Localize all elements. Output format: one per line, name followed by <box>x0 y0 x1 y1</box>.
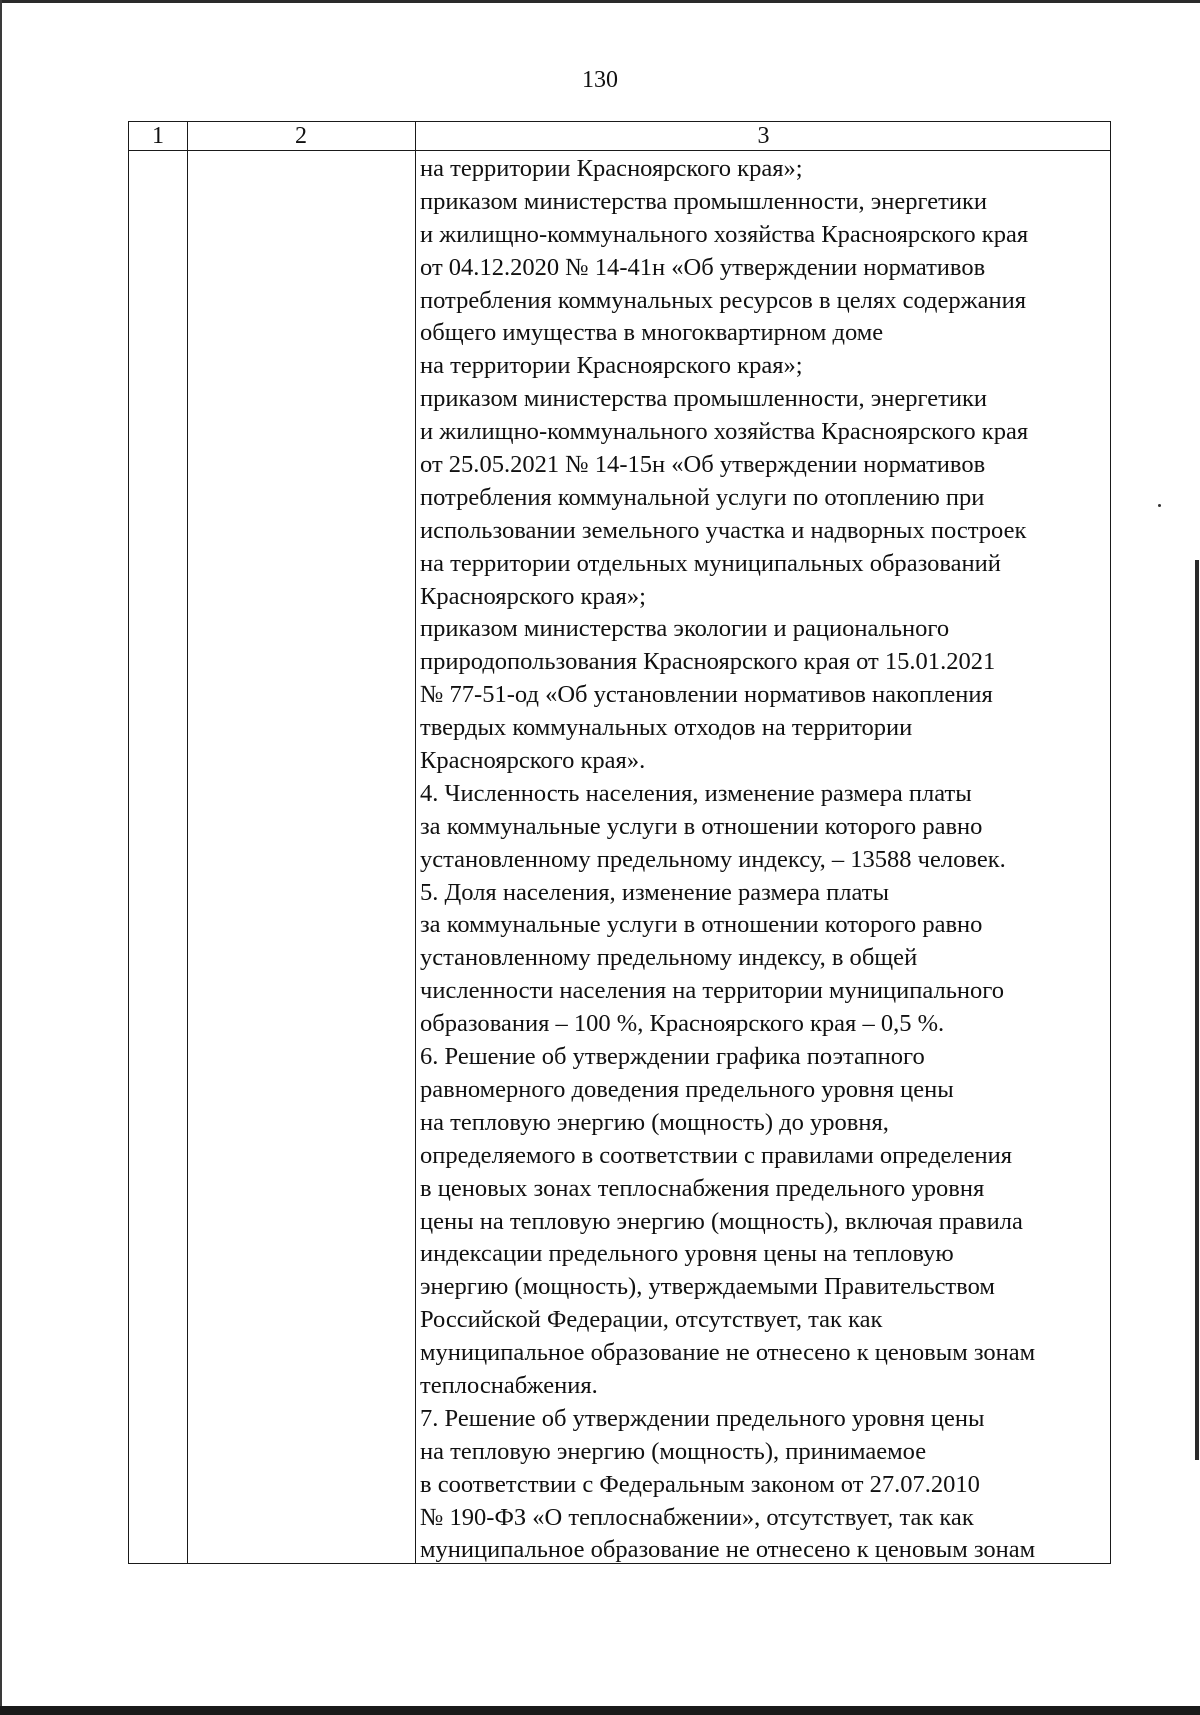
text-line: теплоснабжения. <box>420 1371 598 1399</box>
text-line: индексации предельного уровня цены на тепловую <box>420 1240 954 1268</box>
text-line: за коммунальные услуги в отношении которого равно <box>420 911 983 939</box>
scan-edge-left <box>0 0 2 1715</box>
text-line: использовании земельного участка и надворных построек <box>420 516 1027 544</box>
text-line: на тепловую энергию (мощность), принимаемое <box>420 1437 927 1465</box>
table-cell-col-3 <box>420 153 1110 1567</box>
text-line: общего имущества в многоквартирном доме <box>420 319 884 347</box>
text-line: на территории Красноярского края»; <box>420 155 803 182</box>
text-line: от 25.05.2021 № 14-15н «Об утверждении нормативов <box>420 451 986 479</box>
table-header-col-3: 3 <box>757 123 770 149</box>
text-line: муниципальное образование не отнесено к ценовым зонам <box>420 1536 1036 1564</box>
scan-edge-right <box>1195 560 1199 1460</box>
text-line: образования – 100 %, Красноярского края – 0,5 %. <box>420 1010 945 1038</box>
text-line: цены на тепловую энергию (мощность), включая правила <box>420 1207 1023 1235</box>
text-line: потребления коммунальной услуги по отоплению при <box>420 483 985 511</box>
text-line: в ценовых зонах теплоснабжения предельного уровня <box>420 1174 985 1202</box>
text-line: в соответствии с Федеральным законом от 27.07.2010 <box>420 1470 980 1498</box>
table-header-col-1: 1 <box>152 123 164 149</box>
page-number: 130 <box>582 67 618 93</box>
text-line: Красноярского края». <box>420 747 646 775</box>
text-line: приказом министерства промышленности, энергетики <box>420 187 988 215</box>
text-line: 5. Доля населения, изменение размера платы <box>420 878 889 906</box>
text-line: на территории отдельных муниципальных образований <box>420 549 1001 577</box>
text-line: равномерного доведения предельного уровня цены <box>420 1075 954 1103</box>
scan-speck <box>1158 504 1161 507</box>
scan-edge-bottom <box>0 1706 1200 1715</box>
text-line: потребления коммунальных ресурсов в целях содержания <box>420 286 1027 314</box>
text-line: муниципальное образование не отнесено к ценовым зонам <box>420 1339 1036 1367</box>
document-table <box>128 121 1111 1564</box>
text-line: от 04.12.2020 № 14-41н «Об утверждении нормативов <box>420 253 986 281</box>
text-line: за коммунальные услуги в отношении которого равно <box>420 812 983 840</box>
text-line: № 190-ФЗ «О теплоснабжении», отсутствует, так как <box>420 1503 974 1531</box>
text-line: энергию (мощность), утверждаемыми Правительством <box>420 1273 995 1301</box>
text-line: установленному предельному индексу, – 13588 человек. <box>420 845 1006 873</box>
table-header-divider <box>129 150 1110 151</box>
text-line: приказом министерства промышленности, энергетики <box>420 385 988 413</box>
text-line: 4. Численность населения, изменение размера платы <box>420 779 972 807</box>
text-line: № 77-51-од «Об установлении нормативов накопления <box>420 681 993 709</box>
table-header-col-2: 2 <box>295 123 307 149</box>
text-line: 6. Решение об утверждении графика поэтапного <box>420 1043 925 1071</box>
text-line: на территории Красноярского края»; <box>420 352 803 380</box>
text-line: и жилищно-коммунального хозяйства Красноярского края <box>420 220 1029 248</box>
text-line: приказом министерства экологии и рационального <box>420 615 950 643</box>
text-line: Красноярского края»; <box>420 582 646 610</box>
table-column-divider-1 <box>187 122 188 1563</box>
text-line: на тепловую энергию (мощность) до уровня, <box>420 1108 889 1136</box>
scan-edge-top <box>0 0 1200 3</box>
text-line: и жилищно-коммунального хозяйства Красноярского края <box>420 418 1029 446</box>
text-line: природопользования Красноярского края от 15.01.2021 <box>420 648 996 676</box>
text-line: Российской Федерации, отсутствует, так как <box>420 1306 883 1334</box>
text-line: определяемого в соответствии с правилами определения <box>420 1141 1013 1169</box>
text-line: численности населения на территории муниципального <box>420 977 1004 1005</box>
text-line: 7. Решение об утверждении предельного уровня цены <box>420 1404 985 1432</box>
table-column-divider-2 <box>415 122 416 1563</box>
text-line: твердых коммунальных отходов на территории <box>420 714 913 742</box>
text-line: установленному предельному индексу, в общей <box>420 944 918 972</box>
